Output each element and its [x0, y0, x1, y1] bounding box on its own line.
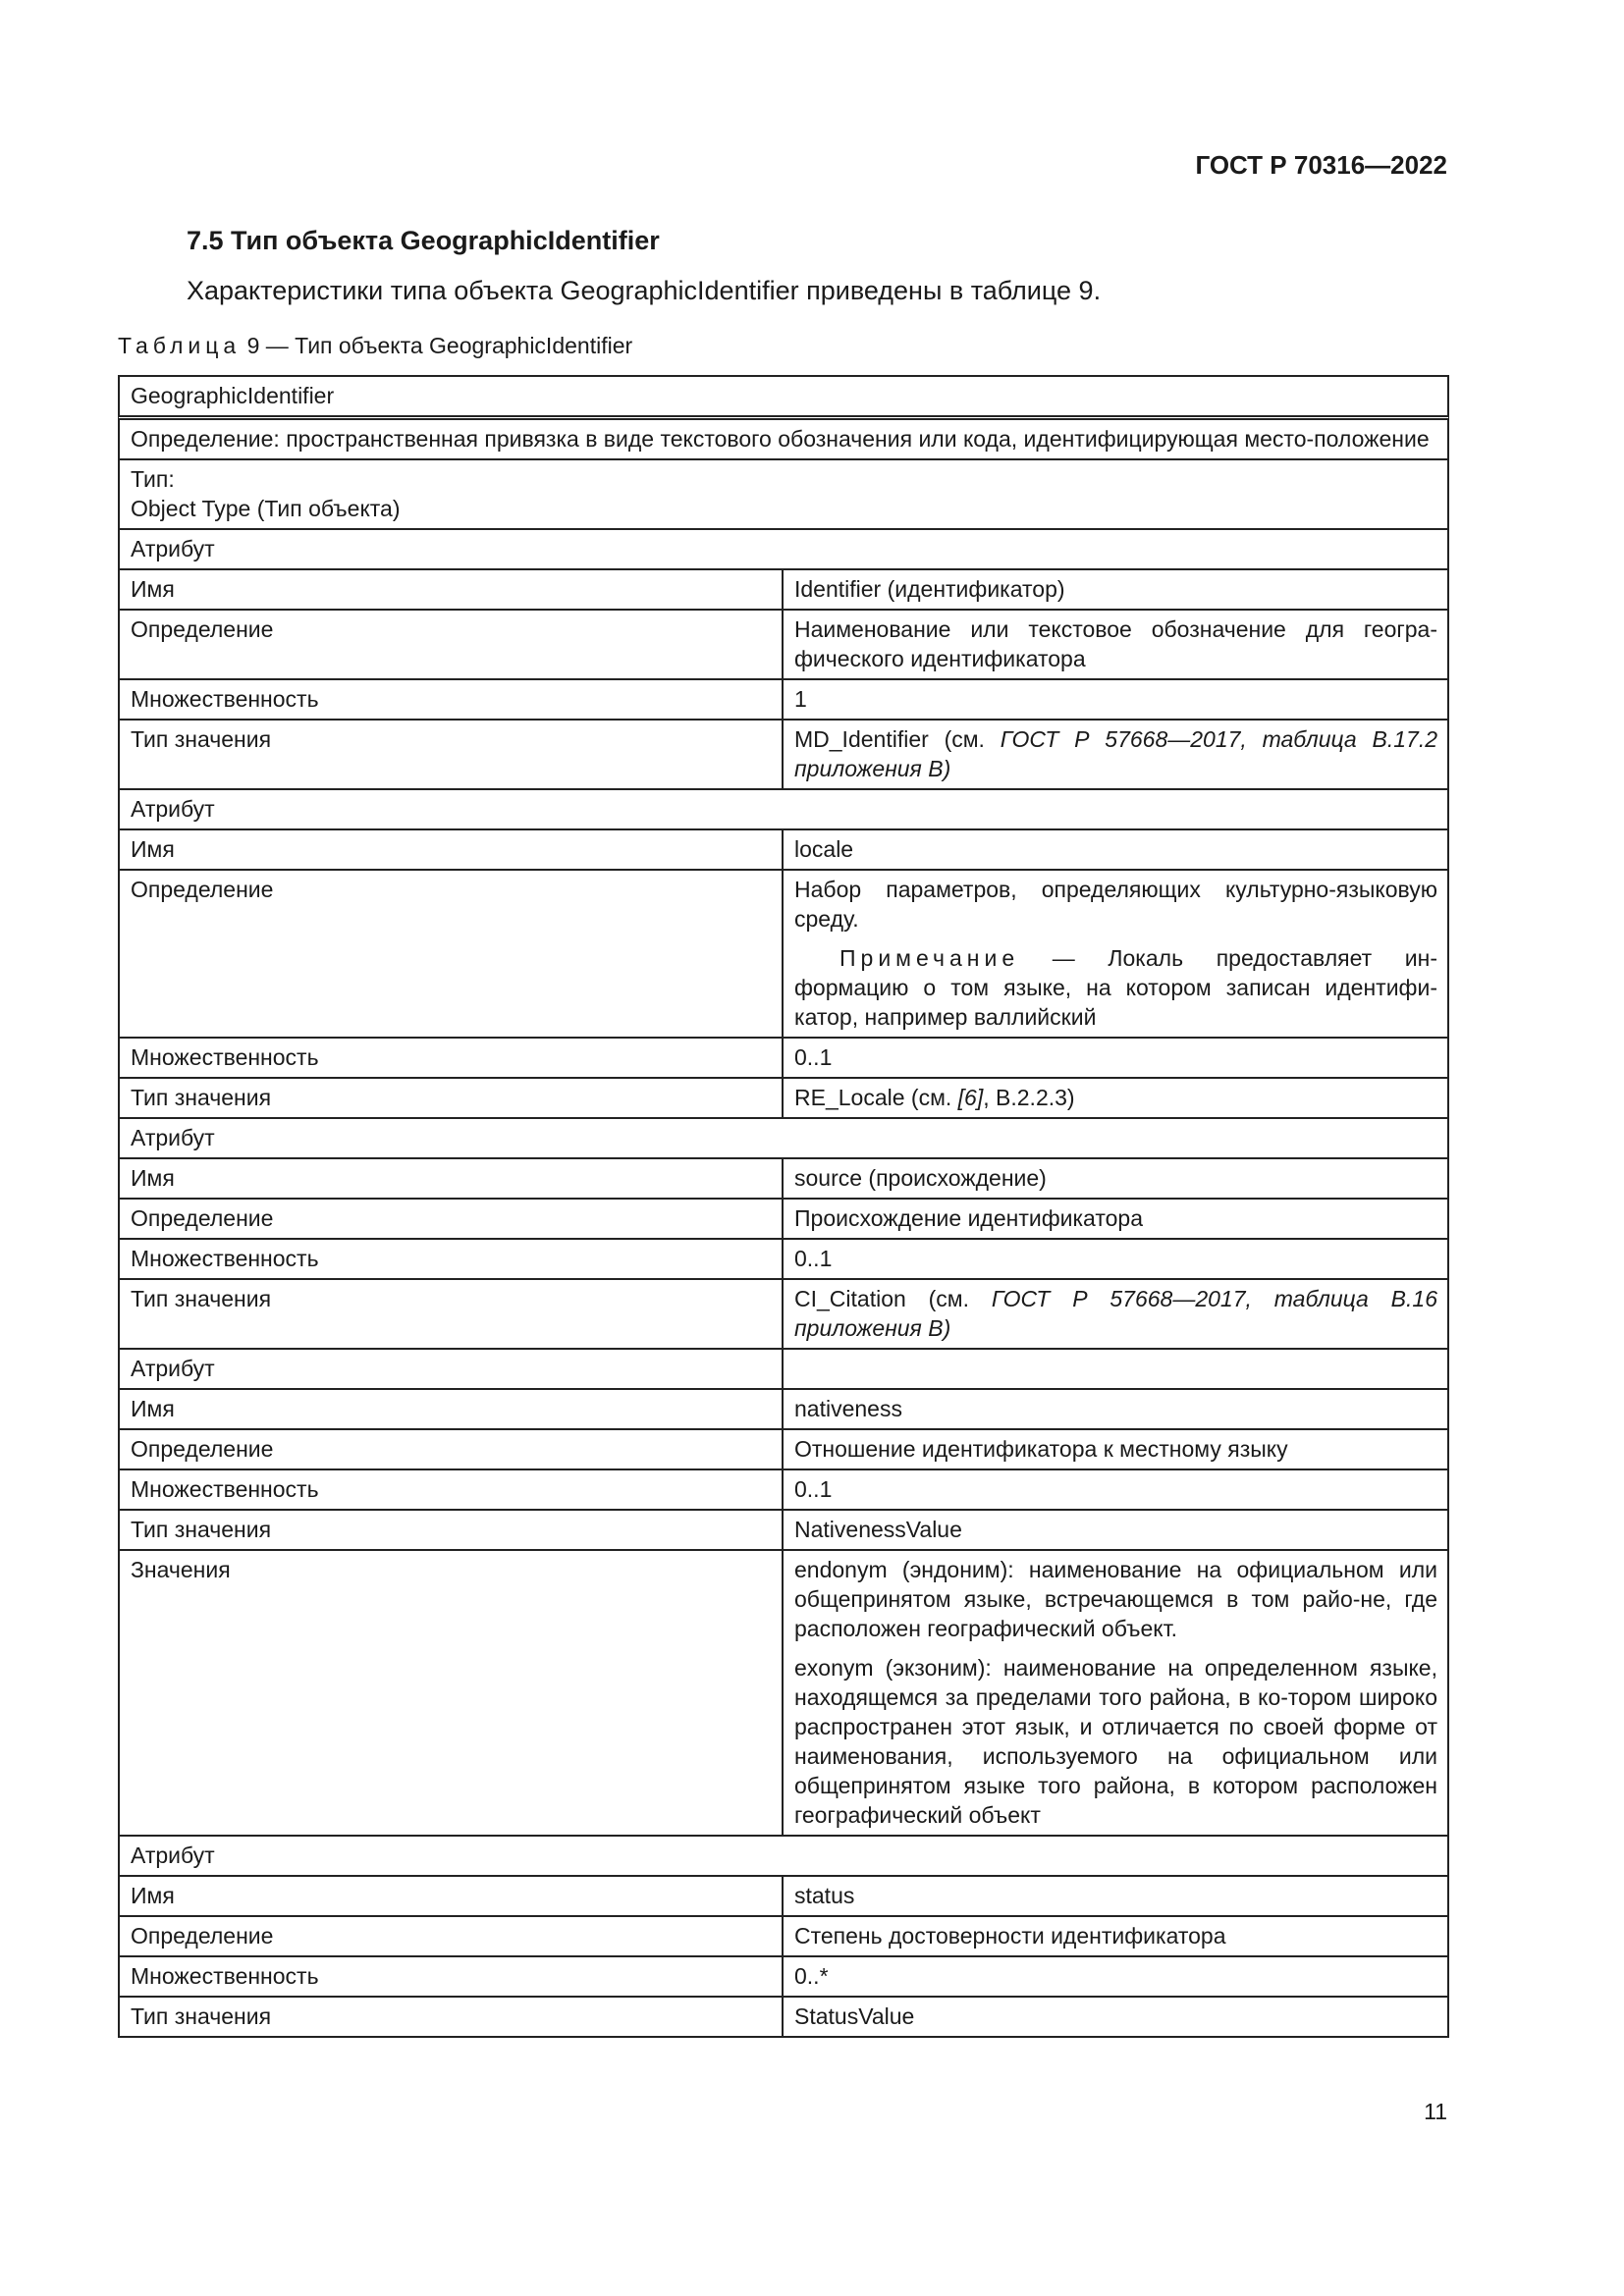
locale-note — [794, 943, 1437, 1032]
table-row — [118, 1240, 1449, 1280]
row-label: Определение — [120, 1200, 784, 1238]
table-row — [118, 680, 1449, 721]
table-row — [118, 1957, 1449, 1998]
value-type-plain: MD_Identifier (см. — [794, 726, 985, 752]
attr-status-multiplicity: 0..* — [794, 1963, 829, 1989]
locale-definition-text: Набор параметров, определяющих культурно-языковую среду. — [794, 877, 1437, 932]
attribute-header-row — [118, 1350, 1449, 1390]
value-type-reference: [6] — [957, 1085, 984, 1110]
row-label: Имя — [120, 830, 784, 869]
attribute-header-row — [118, 530, 1449, 570]
row-label: Имя — [120, 1390, 784, 1428]
table-definition: Определение: пространственная привязка в виде текстового обозначения или кода, идентифицирующая место-положение — [131, 426, 1430, 452]
table-row — [118, 1877, 1449, 1917]
table-caption-text: 9 — Тип объекта GeographicIdentifier — [246, 333, 633, 358]
row-label: Тип значения — [120, 1511, 784, 1549]
table-caption-label: Таблица — [118, 333, 242, 358]
geographic-identifier-table — [118, 375, 1449, 2038]
attr-nativeness-value-type: NativenessValue — [794, 1517, 962, 1542]
row-label: Определение — [120, 611, 784, 678]
attribute-label: Атрибут — [131, 536, 215, 561]
section-heading: 7.5 Тип объекта GeographicIdentifier — [187, 226, 660, 255]
attribute-label: Атрибут — [131, 796, 215, 822]
table-row — [118, 1079, 1449, 1119]
attribute-header-row — [118, 1119, 1449, 1159]
table-row — [118, 1039, 1449, 1079]
attr-status-definition: Степень достоверности идентификатора — [794, 1923, 1226, 1949]
attribute-label: Атрибут — [131, 1842, 215, 1868]
table-caption — [118, 333, 632, 359]
document-id-header: ГОСТ Р 70316—2022 — [1195, 150, 1447, 180]
row-label: Множественность — [120, 680, 784, 719]
intro-paragraph: Характеристики типа объекта GeographicIdentifier приведены в таблице 9. — [187, 276, 1102, 305]
note-label: Примечание — [839, 945, 1020, 971]
value-type-reference: ГОСТ Р 57668—2017, таблица В.17.2 приложения В) — [794, 726, 1438, 781]
table-type-row — [118, 460, 1449, 530]
table-row — [118, 570, 1449, 611]
table-row — [118, 830, 1449, 871]
attr-locale-definition — [784, 871, 1447, 1037]
table-row — [118, 871, 1449, 1039]
table-row — [118, 611, 1449, 680]
row-label: Имя — [120, 570, 784, 609]
row-label: Определение — [120, 1430, 784, 1468]
row-label: Имя — [120, 1877, 784, 1915]
attr-identifier-definition: Наименование или текстовое обозначение для геогра-фического идентификатора — [794, 616, 1437, 671]
value-type-tail: , B.2.2.3) — [983, 1085, 1075, 1110]
row-label: Множественность — [120, 1039, 784, 1077]
table-row — [118, 1511, 1449, 1551]
attribute-label: Атрибут — [131, 1125, 215, 1150]
table-row — [118, 1280, 1449, 1350]
attribute-label: Атрибут — [120, 1350, 784, 1388]
table-type-label: Тип: — [131, 466, 175, 492]
attr-identifier-name: Identifier (идентификатор) — [794, 576, 1065, 602]
table-row — [118, 1200, 1449, 1240]
row-label: Множественность — [120, 1470, 784, 1509]
attribute-empty-cell — [784, 1350, 1447, 1388]
table-definition-row — [118, 420, 1449, 460]
attr-locale-multiplicity: 0..1 — [794, 1044, 833, 1070]
value-type-plain: CI_Citation (см. — [794, 1286, 969, 1311]
value-exonym: exonym (экзоним): наименование на определенном языке, находящемся за пределами того района, в ко-тором широко распространен этот язык, и отличается по своей форме от наименования, используемого на официальном или общепринятом языке того района, в котором расположен географический объект — [794, 1655, 1437, 1828]
row-label: Тип значения — [120, 1998, 784, 2036]
row-label: Значения — [120, 1551, 784, 1835]
attr-locale-value-type — [784, 1079, 1447, 1117]
attribute-header-row — [118, 1837, 1449, 1877]
attr-nativeness-definition: Отношение идентификатора к местному языку — [794, 1436, 1288, 1462]
row-label: Тип значения — [120, 721, 784, 788]
table-row — [118, 1390, 1449, 1430]
table-row — [118, 1998, 1449, 2038]
value-type-reference: ГОСТ Р 57668—2017, таблица В.16 приложения В) — [794, 1286, 1437, 1341]
attr-locale-name: locale — [794, 836, 854, 862]
table-row — [118, 1917, 1449, 1957]
table-row — [118, 1430, 1449, 1470]
row-label: Множественность — [120, 1957, 784, 1996]
table-type — [120, 460, 1447, 528]
attr-source-multiplicity: 0..1 — [794, 1246, 833, 1271]
row-label: Тип значения — [120, 1280, 784, 1348]
attr-status-value-type: StatusValue — [794, 2003, 915, 2029]
value-type-plain: RE_Locale (см. — [794, 1085, 952, 1110]
row-label: Имя — [120, 1159, 784, 1198]
attr-source-value-type — [784, 1280, 1447, 1348]
table-title-row — [118, 375, 1449, 420]
attribute-header-row — [118, 790, 1449, 830]
attr-source-name: source (происхождение) — [794, 1165, 1047, 1191]
table-row — [118, 1551, 1449, 1837]
row-label: Тип значения — [120, 1079, 784, 1117]
table-row — [118, 1470, 1449, 1511]
row-label: Определение — [120, 871, 784, 1037]
note-text: — Локаль предоставляет ин-формацию о том языке, на котором записан идентифи-катор, например валлийский — [794, 945, 1437, 1030]
row-label: Определение — [120, 1917, 784, 1955]
table-row — [118, 1159, 1449, 1200]
attr-identifier-multiplicity: 1 — [794, 686, 807, 712]
row-label: Множественность — [120, 1240, 784, 1278]
attr-source-definition: Происхождение идентификатора — [794, 1205, 1143, 1231]
table-title: GeographicIdentifier — [131, 383, 335, 408]
attr-nativeness-values — [784, 1551, 1447, 1835]
attr-identifier-value-type — [784, 721, 1447, 788]
page-number: 11 — [1424, 2099, 1447, 2124]
attr-nativeness-name: nativeness — [794, 1396, 902, 1421]
table-type-value: Object Type (Тип объекта) — [131, 496, 401, 521]
attr-nativeness-multiplicity: 0..1 — [794, 1476, 833, 1502]
value-endonym: endonym (эндоним): наименование на официальном или общепринятом языке, встречающемся в том райо-не, где расположен географический объект. — [794, 1557, 1437, 1641]
table-row — [118, 721, 1449, 790]
attr-status-name: status — [794, 1883, 855, 1908]
